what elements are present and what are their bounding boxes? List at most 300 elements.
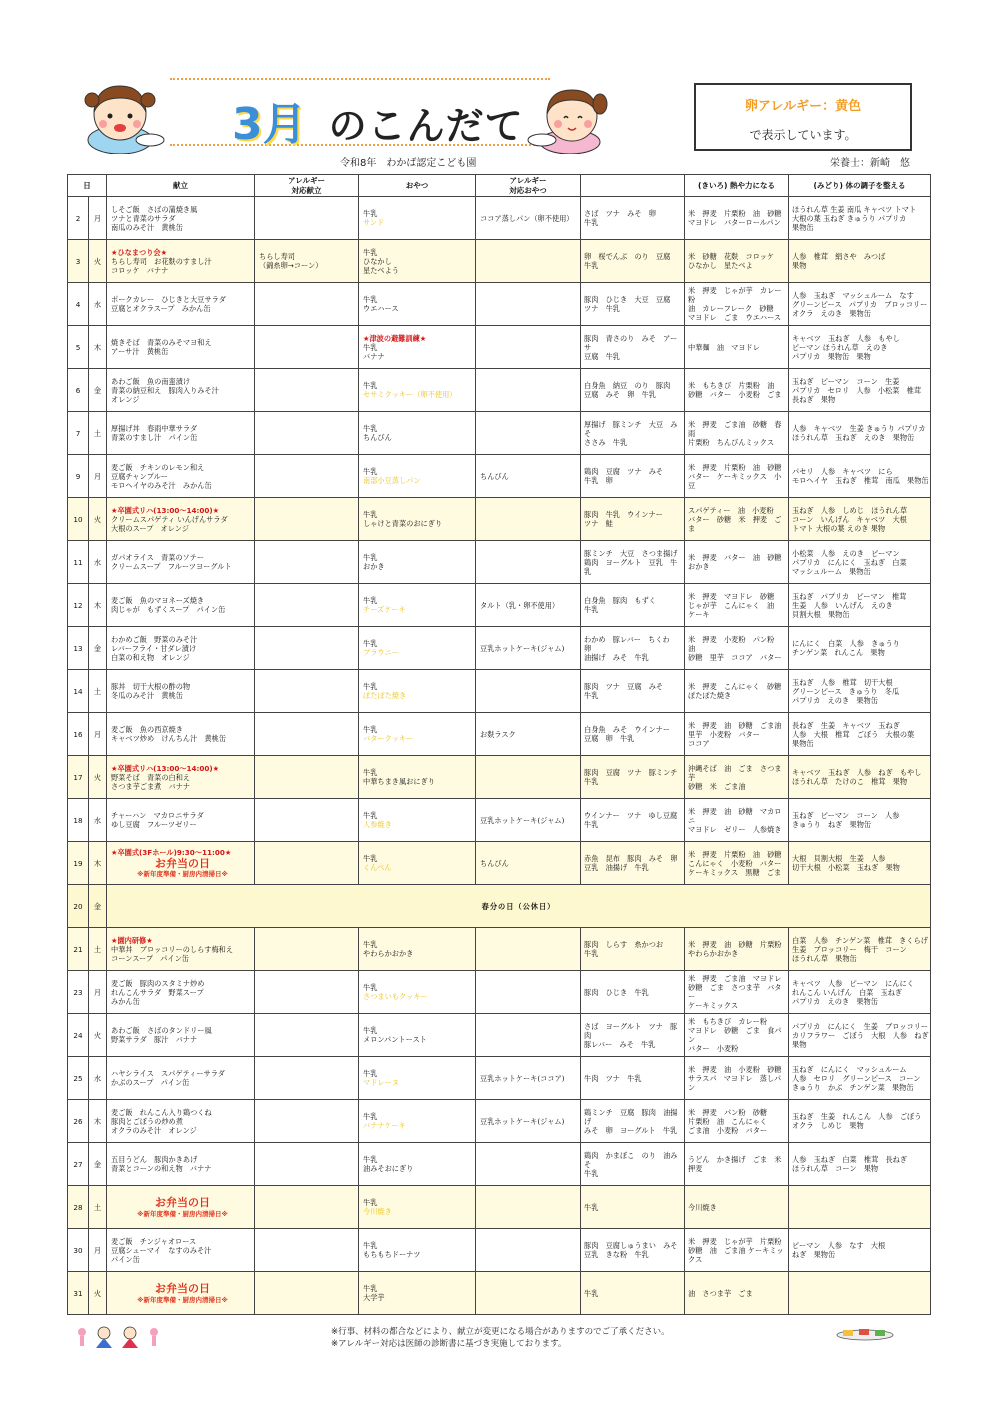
snack-cell: [359, 928, 476, 971]
weekday: 月: [89, 971, 107, 1014]
snack-cell: [359, 799, 476, 842]
snack-line: ウエハース: [363, 304, 399, 313]
menu-line: クリームスパゲティ いんげんサラダ: [111, 514, 228, 524]
allergy-menu-cell: [255, 326, 359, 369]
footer-note-1: ※行事、材料の都合などにより、献立が変更になる場合がありますのでご了承ください。: [331, 1327, 670, 1337]
snack-line: バタークッキー: [363, 734, 414, 743]
page-header: [0, 0, 1000, 175]
snack-line: バナナケーキ: [363, 1121, 406, 1130]
green-ingredients: ほうれん草 生姜 南瓜 キャベツ トマト 大根の葉 玉ねぎ きゅうり パプリカ 果物缶: [789, 197, 931, 240]
menu-line: 中華丼 ブロッコリーのしらす梅和え: [111, 944, 234, 954]
menu-row: [68, 584, 931, 627]
snack-line: 中華ちまき風おにぎり: [363, 777, 435, 786]
menu-line: ポークカレー ひじきと大豆サラダ: [111, 295, 226, 304]
yellow-ingredients: 米 もちきび カレー粉 マヨドレ 砂糖 ごま 食パン バター 小麦粉: [685, 1014, 789, 1057]
yellow-ingredients: 米 押麦 小麦粉 パン粉 油 砂糖 里芋 ココア バター: [685, 627, 789, 670]
green-ingredients: 人参 椎茸 絹さや みつば 果物: [789, 240, 931, 283]
menu-cell: [107, 584, 255, 627]
menu-row: [68, 541, 931, 584]
allergy-snack-cell: 豆乳ホットケーキ(ジャム): [476, 1100, 581, 1143]
allergy-snack-cell: [476, 326, 581, 369]
red-ingredients: 鶏肉 豆腐 ツナ みそ 牛乳 卵: [581, 455, 685, 498]
menu-line: コーンスープ パイン缶: [111, 953, 189, 963]
yellow-ingredients: 米 押麦 こんにゃく 砂糖 ぽたぽた焼き: [685, 670, 789, 713]
red-ingredients: 白身魚 納豆 のり 豚肉 豆腐 みそ 卵 牛乳: [581, 369, 685, 412]
red-ingredients: 豚ミンチ 大豆 さつま揚げ 鶏肉 ヨーグルト 豆乳 牛乳: [581, 541, 685, 584]
green-ingredients: 玉ねぎ 人参 しめじ ほうれん草 コーン いんげん キャベツ 大根 トマト 大根の葉 えのき 果物: [789, 498, 931, 541]
event-label: ★津波の避難訓練★: [363, 333, 427, 343]
snack-cell: [359, 455, 476, 498]
footer-notes: [331, 1326, 670, 1351]
snack-line: 牛乳: [363, 940, 378, 949]
menu-line: 豚丼 切干大根の酢の物: [111, 682, 191, 691]
green-ingredients: キャベツ 玉ねぎ 人参 もやし ピーマン ほうれん草 えのき パプリカ 果物缶 果物: [789, 326, 931, 369]
allergy-snack-cell: ココア蒸しパン（卵不使用）: [476, 197, 581, 240]
snack-line: 牛乳: [363, 1284, 378, 1293]
yellow-ingredients: 米 押麦 バター 油 砂糖 おかき: [685, 541, 789, 584]
allergy-snack-cell: [476, 412, 581, 455]
weekday: 月: [89, 455, 107, 498]
red-ingredients: 鶏ミンチ 豆腐 豚肉 油揚げ みそ 卵 ヨーグルト 牛乳: [581, 1100, 685, 1143]
snack-line: 牛乳: [363, 768, 378, 777]
menu-row: [68, 326, 931, 369]
snack-cell: [359, 197, 476, 240]
red-ingredients: 卵 桜でんぶ のり 豆腐 牛乳: [581, 240, 685, 283]
menu-line: モロヘイヤのみそ汁 みかん缶: [111, 480, 212, 490]
food-decoration: [835, 1326, 895, 1342]
snack-cell: [359, 240, 476, 283]
snack-line: 牛乳: [363, 342, 378, 352]
snack-line: 牛乳: [363, 983, 378, 992]
hina-doll-decoration: [74, 1324, 164, 1350]
menu-line: ゆし豆腐 フルーツゼリー: [111, 820, 197, 829]
yellow-ingredients: 米 押麦 ごま油 マヨドレ 砂糖 ごま さつま芋 バター ケーキミックス: [685, 971, 789, 1014]
snack-cell: [359, 498, 476, 541]
snack-cell: [359, 1272, 476, 1315]
menu-line: 五目うどん 豚肉かきあげ: [111, 1155, 198, 1164]
red-ingredients: 豚肉 しらす 糸かつお 牛乳: [581, 928, 685, 971]
event-label: ★卒園式リハ(13:00～14:00)★: [111, 505, 220, 515]
red-ingredients: 豚肉 ひじき 牛乳: [581, 971, 685, 1014]
day-number: 12: [68, 584, 89, 627]
col-green-group: (みどり) 体の調子を整える: [789, 175, 931, 197]
menu-row: [68, 455, 931, 498]
menu-row: [68, 369, 931, 412]
snack-cell: [359, 584, 476, 627]
yellow-ingredients: 米 押麦 じゃが芋 カレー粉 油 カレーフレーク 砂糖 マヨドレ ごま ウエハース: [685, 283, 789, 326]
menu-line: かぶのスープ パイン缶: [111, 1078, 190, 1087]
snack-line: 牛乳: [363, 1069, 378, 1078]
menu-cell: [107, 799, 255, 842]
menu-line: 厚揚げ丼 春雨中華サラダ: [111, 424, 198, 433]
green-ingredients: 人参 玉ねぎ マッシュルーム なす グリーンピース パプリカ ブロッコリー オクラ えのき 果物缶: [789, 283, 931, 326]
menu-row: [68, 1229, 931, 1272]
day-number: 19: [68, 842, 89, 885]
snack-line: 牛乳: [363, 295, 378, 304]
snack-line: 牛乳: [363, 1241, 378, 1250]
snack-line: 牛乳: [363, 424, 378, 433]
menu-line: キャベツ炒め けんちん汁 黄桃缶: [111, 734, 227, 743]
menu-cell: [107, 197, 255, 240]
yellow-ingredients: スパゲティー 油 小麦粉 バター 砂糖 米 押麦 ごま: [685, 498, 789, 541]
menu-row: [68, 498, 931, 541]
footer-note-2: ※アレルギー対応は医師の診断書に基づき実施しております。: [331, 1339, 567, 1350]
menu-line: わかめご飯 野菜のみそ汁: [111, 634, 198, 644]
menu-line: チャーハン マカロニサラダ: [111, 811, 204, 820]
weekday: 水: [89, 541, 107, 584]
school-name: 令和8年 わかば認定こども園: [340, 158, 477, 169]
day-number: 6: [68, 369, 89, 412]
snack-cell: [359, 756, 476, 799]
snack-line: さつまいもクッキー: [363, 992, 428, 1001]
snack-line: バナナ: [363, 351, 385, 361]
event-label: ★園内研修★: [111, 935, 153, 945]
weekday: 木: [89, 326, 107, 369]
green-ingredients: 玉ねぎ 生姜 れんこん 人参 ごぼう オクラ しめじ 果物: [789, 1100, 931, 1143]
allergy-menu-cell: [255, 971, 359, 1014]
child-eating-illustration: [70, 78, 170, 154]
event-label: ★ひなまつり会★: [111, 247, 168, 257]
menu-cell: [107, 240, 255, 283]
snack-cell: [359, 1143, 476, 1186]
menu-line: 野菜そば 青菜の白和え: [111, 772, 191, 782]
allergy-snack-cell: タルト（乳・卵不使用）: [476, 584, 581, 627]
weekday: 金: [89, 627, 107, 670]
snack-line: おかき: [363, 562, 385, 571]
allergy-snack-cell: [476, 756, 581, 799]
menu-row: [68, 756, 931, 799]
table-header-row: [68, 175, 931, 197]
menu-line: 焼きそば 青菜のみそマヨ和え: [111, 338, 212, 347]
weekday: 土: [89, 670, 107, 713]
menu-line: 青菜の納豆和え 豚肉入りみそ汁: [111, 385, 219, 395]
allergy-menu-cell: [255, 283, 359, 326]
menu-cell: [107, 455, 255, 498]
menu-row: [68, 1186, 931, 1229]
bento-day-label: お弁当の日: [155, 856, 210, 870]
snack-line: やわらかおかき: [363, 949, 414, 958]
snack-cell: [359, 1100, 476, 1143]
snack-line: 牛乳: [363, 553, 378, 562]
red-ingredients: さば ヨーグルト ツナ 豚肉 豚レバー みそ 牛乳: [581, 1014, 685, 1057]
red-ingredients: 豚肉 青さのり みそ アーサ 豆腐 牛乳: [581, 326, 685, 369]
yellow-ingredients: 米 押麦 じゃが芋 片栗粉 砂糖 油 ごま油 ケーキミックス: [685, 1229, 789, 1272]
snack-cell: [359, 541, 476, 584]
event-label: ★卒園式リハ(13:00～14:00)★: [111, 763, 220, 773]
yellow-ingredients: 米 押麦 油 砂糖 マカロニ マヨドレ ゼリー 人参焼き: [685, 799, 789, 842]
day-number: 4: [68, 283, 89, 326]
yellow-ingredients: 米 押麦 片栗粉 油 砂糖 マヨドレ バターロールパン: [685, 197, 789, 240]
yellow-ingredients: 米 押麦 片栗粉 油 砂糖 バター ケーキミックス 小豆: [685, 455, 789, 498]
day-number: 18: [68, 799, 89, 842]
col-allergy-menu: アレルギー 対応献立: [255, 175, 359, 197]
menu-line: ハヤシライス スパゲティーサラダ: [111, 1069, 225, 1078]
menu-line: れんこんサラダ 野菜スープ: [111, 987, 204, 997]
menu-row: [68, 670, 931, 713]
green-ingredients: 玉ねぎ 人参 椎茸 切干大根 グリーンピース きゅうり 冬瓜 パプリカ えのき 果物缶: [789, 670, 931, 713]
snack-line: しゃけと青菜のおにぎり: [363, 519, 443, 528]
allergy-snack-cell: ちんびん: [476, 842, 581, 885]
allergy-menu-cell: [255, 1272, 359, 1315]
menu-line: オレンジ: [111, 394, 140, 404]
col-day: 日: [68, 175, 107, 197]
egg-allergy-notice: [694, 83, 912, 151]
weekday: 木: [89, 1100, 107, 1143]
green-ingredients: 長ねぎ 生姜 キャベツ 玉ねぎ 人参 大根 椎茸 ごぼう 大根の葉 果物缶: [789, 713, 931, 756]
yellow-ingredients: 中華麺 油 マヨドレ: [685, 326, 789, 369]
allergy-menu-cell: [255, 799, 359, 842]
menu-line: 麦ご飯 れんこん入り鶏つくね: [111, 1107, 212, 1117]
snack-cell: [359, 1186, 476, 1229]
bento-day-label: お弁当の日: [155, 1282, 210, 1296]
snack-line: 牛乳: [363, 596, 378, 605]
day-number: 27: [68, 1143, 89, 1186]
snack-line: 牛乳: [363, 247, 378, 257]
snack-line: 牛乳: [363, 1026, 378, 1035]
menu-line: さつま芋ごま煮 バナナ: [111, 781, 191, 791]
allergy-menu-cell: ちらし寿司 （錦糸卵→コーン）: [255, 240, 359, 283]
yellow-ingredients: 米 押麦 ごま油 砂糖 春雨 片栗粉 ちんびんミックス: [685, 412, 789, 455]
menu-line: ガパオライス 青菜のソテー: [111, 553, 205, 562]
red-ingredients: 豚肉 豆腐しゅうまい みそ 豆乳 きな粉 牛乳: [581, 1229, 685, 1272]
snack-cell: [359, 1057, 476, 1100]
day-number: 25: [68, 1057, 89, 1100]
snack-line: 今川焼き: [363, 1207, 392, 1216]
red-ingredients: 白身魚 みそ ウインナー 豆腐 卵 牛乳: [581, 713, 685, 756]
allergy-snack-cell: [476, 283, 581, 326]
menu-row: [68, 1272, 931, 1315]
red-ingredients: 豚肉 牛乳 ウインナー ツナ 鮭: [581, 498, 685, 541]
allergy-menu-cell: [255, 369, 359, 412]
snack-line: 牛乳: [363, 209, 378, 218]
day-number: 13: [68, 627, 89, 670]
weekday: 火: [89, 240, 107, 283]
red-ingredients: わかめ 豚レバー ちくわ 卵 油揚げ みそ 牛乳: [581, 627, 685, 670]
allergy-snack-cell: 豆乳ホットケーキ(ジャム): [476, 627, 581, 670]
green-ingredients: キャベツ 人参 ピーマン にんにく れんこん いんげん 白菜 玉ねぎ パプリカ えのき 果物缶: [789, 971, 931, 1014]
menu-row: [68, 1014, 931, 1057]
bento-day-note: ※新年度準備・厨房内清掃日※: [137, 870, 228, 879]
allergy-snack-cell: [476, 541, 581, 584]
snack-line: 牛乳: [363, 1112, 378, 1121]
allergy-snack-cell: [476, 1186, 581, 1229]
green-ingredients: 大根 貝割大根 生姜 人参 切干大根 小松菜 玉ねぎ 果物: [789, 842, 931, 885]
snack-cell: [359, 326, 476, 369]
snack-line: 牛乳: [363, 682, 378, 691]
snack-line: くんぺん: [363, 863, 392, 872]
day-number: 28: [68, 1186, 89, 1229]
yellow-ingredients: うどん かき揚げ ごま 米 押麦: [685, 1143, 789, 1186]
yellow-ingredients: 沖縄そば 油 ごま さつま芋 砂糖 米 ごま油: [685, 756, 789, 799]
yellow-ingredients: 米 押麦 パン粉 砂糖 片栗粉 油 こんにゃく ごま油 小麦粉 バター: [685, 1100, 789, 1143]
day-number: 17: [68, 756, 89, 799]
allergy-menu-cell: [255, 928, 359, 971]
menu-line: 豆腐チャンプルー: [111, 471, 168, 481]
red-ingredients: 牛乳: [581, 1186, 685, 1229]
menu-row: [68, 627, 931, 670]
menu-table-body: [68, 197, 931, 1315]
allergy-snack-cell: [476, 1229, 581, 1272]
col-menu: 献立: [107, 175, 255, 197]
weekday: 水: [89, 799, 107, 842]
green-ingredients: 玉ねぎ ピーマン コーン 人参 きゅうり ねぎ 果物缶: [789, 799, 931, 842]
menu-cell: [107, 498, 255, 541]
allergy-snack-cell: ちんびん: [476, 455, 581, 498]
page-title: [232, 88, 524, 150]
allergy-snack-cell: [476, 971, 581, 1014]
snack-cell: [359, 412, 476, 455]
yellow-ingredients: 米 押麦 片栗粉 油 砂糖 こんにゃく 小麦粉 バター ケーキミックス 黒糖 ごま: [685, 842, 789, 885]
day-number: 10: [68, 498, 89, 541]
yellow-ingredients: 米 砂糖 花麩 コロッケ ひなかし 星たべよ: [685, 240, 789, 283]
weekday: 金: [89, 1143, 107, 1186]
green-ingredients: 人参 玉ねぎ 白菜 椎茸 長ねぎ ほうれん草 コーン 果物: [789, 1143, 931, 1186]
menu-line: あわご飯 さばのタンドリー風: [111, 1026, 212, 1035]
snack-line: ブラウニー: [363, 648, 399, 657]
allergy-snack-cell: [476, 928, 581, 971]
yellow-ingredients: 今川焼き: [685, 1186, 789, 1229]
weekday: 火: [89, 498, 107, 541]
snack-line: 星たべよう: [363, 265, 399, 275]
day-number: 2: [68, 197, 89, 240]
day-number: 14: [68, 670, 89, 713]
menu-cell: [107, 842, 255, 885]
green-ingredients: キャベツ 玉ねぎ 人参 ねぎ もやし ほうれん草 たけのこ 椎茸 果物: [789, 756, 931, 799]
allergy-menu-cell: [255, 713, 359, 756]
snack-cell: [359, 369, 476, 412]
snack-line: 牛乳: [363, 467, 378, 476]
bento-day-note: ※新年度準備・厨房内清掃日※: [137, 1209, 228, 1218]
snack-line: ぽたぽた焼き: [363, 691, 407, 700]
menu-cell: [107, 1100, 255, 1143]
allergy-menu-cell: [255, 197, 359, 240]
snack-line: セサミクッキー（卵不使用）: [363, 390, 457, 399]
snack-line: ひなかし: [363, 256, 392, 266]
allergy-menu-cell: [255, 670, 359, 713]
egg-notice-text: で表示しています。: [749, 128, 857, 142]
weekday: 水: [89, 1057, 107, 1100]
egg-notice-title: 卵アレルギー：黄色: [744, 99, 862, 114]
yellow-ingredients: 米 押麦 油 小麦粉 砂糖 サラスパ マヨドレ 蒸しパン: [685, 1057, 789, 1100]
menu-line: 麦ご飯 魚の西京焼き: [111, 725, 183, 734]
menu-line: 肉じゃが もずくスープ パイン缶: [111, 605, 226, 614]
weekday: 火: [89, 1272, 107, 1315]
col-yellow-group: (きいろ) 熱や力になる: [685, 175, 789, 197]
menu-row: [68, 197, 931, 240]
green-ingredients: [789, 1272, 931, 1315]
menu-line: みかん缶: [111, 996, 140, 1006]
menu-row: [68, 1143, 931, 1186]
allergy-snack-cell: [476, 1143, 581, 1186]
snack-line: 牛乳: [363, 381, 378, 390]
menu-table: [67, 174, 931, 1315]
snack-line: 牛乳: [363, 725, 378, 734]
menu-cell: [107, 713, 255, 756]
snack-line: 南部小豆蒸しパン: [363, 476, 421, 485]
red-ingredients: 厚揚げ 豚ミンチ 大豆 みそ ささみ 牛乳: [581, 412, 685, 455]
snack-line: もちもちドーナツ: [363, 1250, 421, 1259]
allergy-snack-cell: [476, 1014, 581, 1057]
allergy-snack-cell: [476, 670, 581, 713]
menu-cell: [107, 326, 255, 369]
allergy-snack-cell: お麩ラスク: [476, 713, 581, 756]
allergy-snack-cell: [476, 498, 581, 541]
yellow-ingredients: 米 押麦 油 砂糖 ごま油 里芋 小麦粉 バター ココア: [685, 713, 789, 756]
red-ingredients: さば ツナ みそ 卵 牛乳: [581, 197, 685, 240]
allergy-menu-cell: [255, 1014, 359, 1057]
allergy-menu-cell: [255, 1186, 359, 1229]
yellow-ingredients: 米 もちきび 片栗粉 油 砂糖 バター 小麦粉 ごま: [685, 369, 789, 412]
allergy-menu-cell: [255, 627, 359, 670]
col-red-group: (あか) 血や肉をつくる: [581, 175, 685, 197]
green-ingredients: 白菜 人参 チンゲン菜 椎茸 きくらげ 生姜 ブロッコリー 梅干 コーン ほうれん草 果物缶: [789, 928, 931, 971]
green-ingredients: [789, 1186, 931, 1229]
red-ingredients: ウインナー ツナ ゆし豆腐 牛乳: [581, 799, 685, 842]
allergy-snack-cell: [476, 369, 581, 412]
day-number: 23: [68, 971, 89, 1014]
menu-row: [68, 1057, 931, 1100]
green-ingredients: ピーマン 人参 なす 大根 ねぎ 果物缶: [789, 1229, 931, 1272]
snack-line: 牛乳: [363, 1155, 378, 1164]
day-number: 5: [68, 326, 89, 369]
allergy-snack-cell: [476, 240, 581, 283]
allergy-menu-cell: [255, 1100, 359, 1143]
bento-day-label: お弁当の日: [155, 1196, 210, 1210]
day-number: 24: [68, 1014, 89, 1057]
snack-cell: [359, 1229, 476, 1272]
menu-cell: [107, 1272, 255, 1315]
allergy-menu-cell: [255, 1143, 359, 1186]
snack-line: マドレーヌ: [363, 1078, 399, 1087]
day-number: 11: [68, 541, 89, 584]
menu-cell: [107, 928, 255, 971]
menu-row: [68, 799, 931, 842]
weekday: 月: [89, 713, 107, 756]
menu-line: 豚肉とごぼうの炒め煮: [111, 1116, 183, 1126]
weekday: 金: [89, 885, 107, 928]
menu-row: [68, 713, 931, 756]
snack-line: 大学芋: [363, 1293, 385, 1302]
menu-line: しそご飯 さばの蒲焼き風: [111, 204, 198, 214]
day-number: 26: [68, 1100, 89, 1143]
snack-line: チーズケーキ: [363, 605, 406, 614]
red-ingredients: 白身魚 豚肉 もずく 牛乳: [581, 584, 685, 627]
green-ingredients: パセリ 人参 キャベツ にら モロヘイヤ 玉ねぎ 椎茸 南瓜 果物缶: [789, 455, 931, 498]
menu-row: [68, 928, 931, 971]
menu-line: コロッケ バナナ: [111, 265, 169, 275]
menu-line: ツナと青菜のサラダ: [111, 213, 176, 223]
allergy-menu-cell: [255, 498, 359, 541]
green-ingredients: にんにく 白菜 人参 きゅうり チンゲン菜 れんこん 果物: [789, 627, 931, 670]
day-number: 7: [68, 412, 89, 455]
weekday: 月: [89, 1229, 107, 1272]
menu-line: クリームスープ フルーツヨーグルト: [111, 562, 232, 571]
weekday: 火: [89, 1014, 107, 1057]
menu-cell: [107, 1057, 255, 1100]
green-ingredients: パプリカ にんにく 生姜 ブロッコリー カリフラワー ごぼう 大根 人参 ねぎ 果物: [789, 1014, 931, 1057]
allergy-menu-cell: [255, 842, 359, 885]
yellow-ingredients: 米 押麦 油 砂糖 片栗粉 やわらかおかき: [685, 928, 789, 971]
menu-cell: [107, 541, 255, 584]
menu-line: アーサ汁 黄桃缶: [111, 347, 169, 356]
menu-line: 野菜サラダ 豚汁 バナナ: [111, 1035, 198, 1044]
snack-line: メロンパントースト: [363, 1035, 427, 1044]
red-ingredients: 牛肉 ツナ 牛乳: [581, 1057, 685, 1100]
snack-line: 油みそおにぎり: [363, 1164, 414, 1173]
menu-line: 麦ご飯 魚のマヨネーズ焼き: [111, 596, 205, 605]
snack-line: 牛乳: [363, 1198, 378, 1207]
menu-line: 南瓜のみそ汁 黄桃缶: [111, 222, 183, 232]
